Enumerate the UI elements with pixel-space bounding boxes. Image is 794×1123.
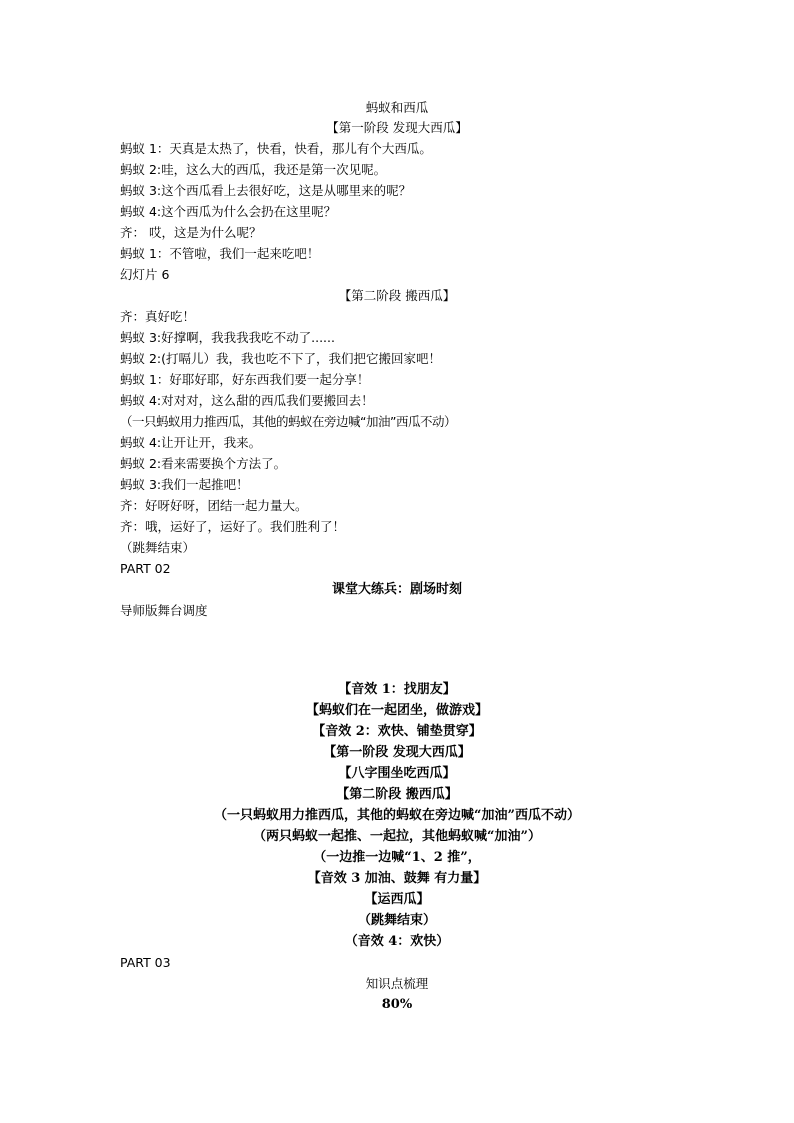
script-line: 齐：哦，运好了，运好了。我们胜利了！	[120, 519, 346, 534]
part-label: PART 03	[120, 955, 171, 970]
stage-direction: 【音效 2：欢快、铺垫贯穿】	[312, 724, 482, 739]
script-line: 蚂蚁 1：不管啦，我们一起来吃吧！	[120, 246, 320, 261]
part2-title: 课堂大练兵：剧场时刻	[331, 582, 462, 597]
script-line: （跳舞结束）	[120, 540, 196, 555]
slide-label: 幻灯片 6	[120, 267, 170, 282]
stage-direction: （音效 4：欢快）	[344, 934, 450, 949]
script-line: 齐：好呀好呀，团结一起力量大。	[120, 498, 308, 513]
script-line: 蚂蚁 2:哇，这么大的西瓜，我还是第一次见呢。	[120, 162, 387, 177]
script-line: 蚂蚁 4:对对对，这么甜的西瓜我们要搬回去！	[120, 393, 374, 408]
stage-direction: 【蚂蚁们在一起团坐，做游戏】	[305, 703, 488, 718]
script-line: 蚂蚁 3:好撑啊，我我我我吃不动了......	[120, 330, 335, 345]
script-line: 蚂蚁 2:(打嗝儿）我，我也吃不下了，我们把它搬回家吧！	[120, 351, 442, 366]
stage-direction: 【第一阶段 发现大西瓜】	[323, 745, 471, 760]
script-line: 齐：真好吃！	[120, 309, 196, 324]
stage-direction: 【运西瓜】	[364, 892, 430, 907]
script-line: 蚂蚁 3:这个西瓜看上去很好吃，这是从哪里来的呢？	[120, 183, 412, 198]
stage1-heading: 【第一阶段 发现大西瓜】	[326, 120, 468, 135]
stage-direction: 【第二阶段 搬西瓜】	[336, 787, 458, 802]
script-line: 齐： 哎，这是为什么呢？	[120, 225, 262, 240]
stage2-heading: 【第二阶段 搬西瓜】	[338, 288, 456, 303]
stage-direction: （一只蚂蚁用力推西瓜，其他的蚂蚁在旁边喊“加油”西瓜不动）	[214, 808, 580, 823]
script-line: 蚂蚁 3:我们一起推吧！	[120, 477, 249, 492]
stage-direction: （一边推一边喊“1、2 推”，	[313, 850, 481, 865]
stage-direction: （两只蚂蚁一起推、一起拉，其他蚂蚁喊“加油”）	[253, 829, 541, 844]
part2-subtitle: 导师版舞台调度	[120, 603, 208, 618]
part-label: PART 02	[120, 561, 171, 576]
stage-direction: 【八字围坐吃西瓜】	[338, 766, 456, 781]
script-line: 蚂蚁 4:这个西瓜为什么会扔在这里呢？	[120, 204, 337, 219]
script-line: （一只蚂蚁用力推西瓜，其他的蚂蚁在旁边喊“加油”西瓜不动）	[120, 414, 456, 429]
stage-direction: （跳舞结束）	[357, 913, 436, 928]
script-line: 蚂蚁 1：天真是太热了，快看，快看，那儿有个大西瓜。	[120, 141, 432, 156]
script-line: 蚂蚁 4:让开让开，我来。	[120, 435, 262, 450]
progress-value: 80%	[381, 997, 413, 1012]
document-title: 蚂蚁和西瓜	[365, 100, 429, 115]
stage-direction: 【音效 1：找朋友】	[338, 682, 456, 697]
script-line: 蚂蚁 1：好耶好耶，好东西我们要一起分享！	[120, 372, 370, 387]
stage-direction: 【音效 3 加油、鼓舞 有力量】	[307, 871, 487, 886]
part3-title: 知识点梳理	[365, 976, 429, 991]
script-line: 蚂蚁 2:看来需要换个方法了。	[120, 456, 287, 471]
